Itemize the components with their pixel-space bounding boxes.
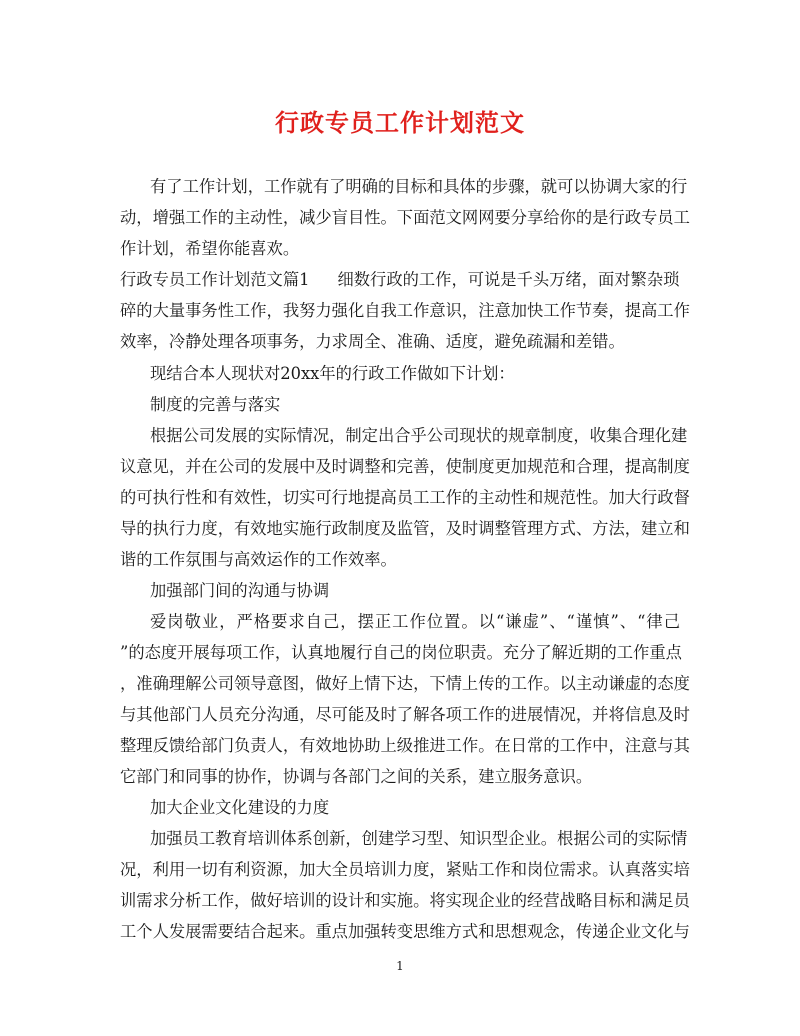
paragraph-line: 现结合本人现状对20xx年的行政工作做如下计划： <box>150 364 515 383</box>
paragraph-line: 有了工作计划，工作就有了明确的目标和具体的步骤，就可以协调大家的行 <box>150 177 688 196</box>
subheading: 制度的完善与落实 <box>150 395 281 414</box>
paragraph-text: 细数行政的工作，可说是千头万绪，面对繁杂琐 <box>337 270 680 289</box>
paragraph-line: 加强员工教育培训体系创新，创建学习型、知识型企业。根据公司的实际情 <box>150 829 688 848</box>
paragraph-line: 整理反馈给部门负责人，有效地协助上级推进工作。在日常的工作中，注意与其 <box>120 736 690 755</box>
section-heading-line <box>120 269 680 291</box>
paragraph-line: ”的态度开展每项工作，认真地履行自己的岗位职责。充分了解近期的工作重点 <box>120 643 682 662</box>
paragraph-line: 效率，冷静处理各项事务，力求周全、准确、适度，避免疏漏和差错。 <box>120 332 625 351</box>
paragraph-line: 训需求分析工作，做好培训的设计和实施。将实现企业的经营战略目标和满足员 <box>120 891 690 910</box>
paragraph-line: 碎的大量事务性工作，我努力强化自我工作意识，注意加快工作节奏，提高工作 <box>120 301 690 320</box>
paragraph-line: 谐的工作氛围与高效运作的工作效率。 <box>120 550 397 569</box>
document-title: 行政专员工作计划范文 <box>275 108 525 137</box>
subheading: 加强部门间的沟通与协调 <box>150 581 330 600</box>
paragraph-line: 动，增强工作的主动性，减少盲目性。下面范文网网要分享给你的是行政专员工 <box>120 208 690 227</box>
paragraph-line: 况，利用一切有利资源，加大全员培训力度，紧贴工作和岗位需求。认真落实培 <box>120 860 690 879</box>
paragraph-line: 工个人发展需要结合起来。重点加强转变思维方式和思想观念，传递企业文化与 <box>120 922 690 941</box>
paragraph-line: 与其他部门人员充分沟通，尽可能及时了解各项工作的进展情况，并将信息及时 <box>120 705 690 724</box>
paragraph-line: 根据公司发展的实际情况，制定出合乎公司现状的规章制度，收集合理化建 <box>150 426 688 445</box>
paragraph-line: ，准确理解公司领导意图，做好上情下达，下情上传的工作。以主动谦虚的态度 <box>120 674 690 693</box>
page-number: 1 <box>396 959 404 973</box>
paragraph-line: 议意见，并在公司的发展中及时调整和完善，使制度更加规范和合理，提高制度 <box>120 457 690 476</box>
paragraph-line: 作计划，希望你能喜欢。 <box>120 239 300 258</box>
paragraph-line: 它部门和同事的协作，协调与各部门之间的关系，建立服务意识。 <box>120 767 593 786</box>
paragraph-line: 的可执行性和有效性，切实可行地提高员工工作的主动性和规范性。加大行政督 <box>120 488 690 507</box>
subheading: 加大企业文化建设的力度 <box>150 798 330 817</box>
paragraph-line: 导的执行力度，有效地实施行政制度及监管，及时调整管理方式、方法，建立和 <box>120 519 690 538</box>
paragraph-line: 爱岗敬业，严格要求自己，摆正工作位置。以“谦虚”、“谨慎”、“律己 <box>150 612 680 631</box>
section-heading: 行政专员工作计划范文篇1 <box>120 270 310 289</box>
